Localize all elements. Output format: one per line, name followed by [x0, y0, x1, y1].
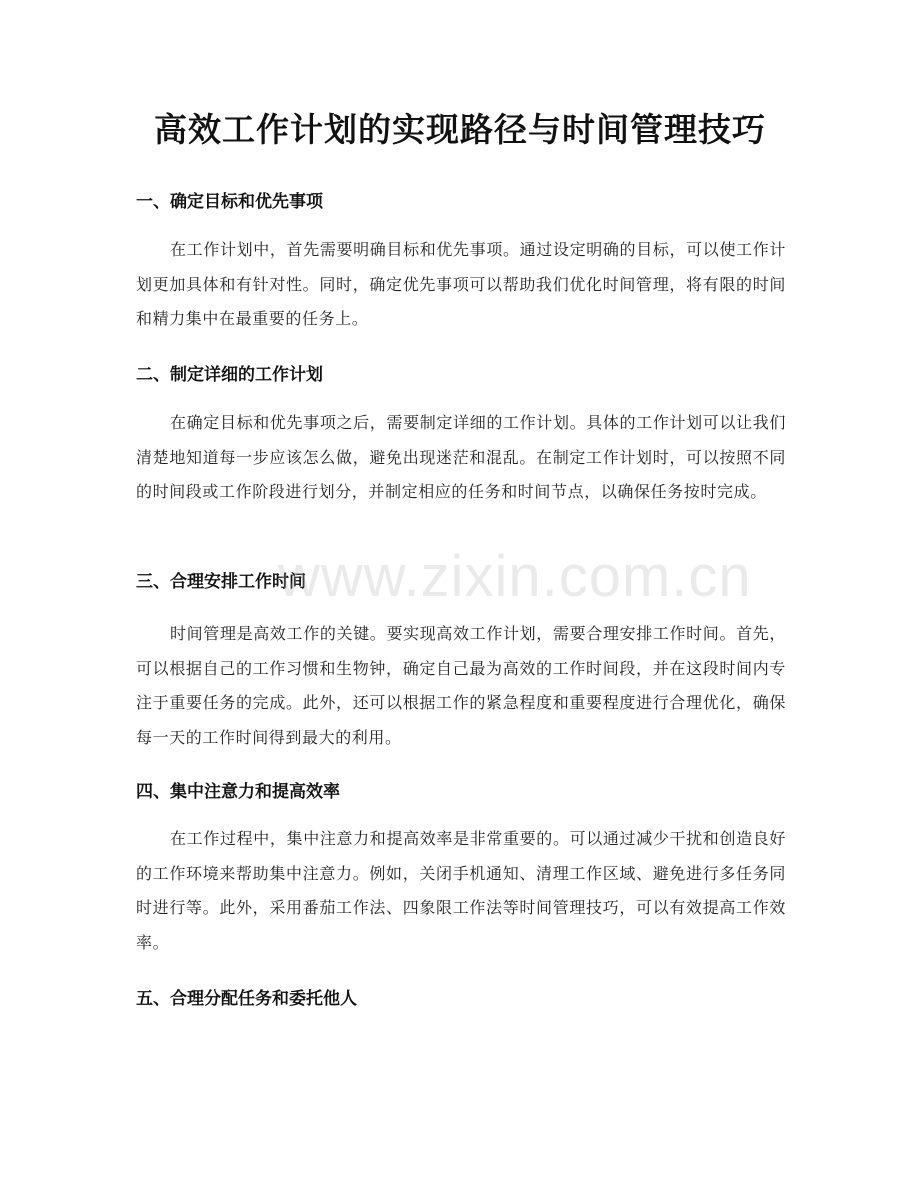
section-paragraph-1: 在工作计划中，首先需要明确目标和优先事项。通过设定明确的目标，可以使工作计划更加具体和有针对性。同时，确定优先事项可以帮助我们优化时间管理，将有限的时间和精力集中在最重要的任务上。	[136, 240, 786, 328]
document-title: 高效工作计划的实现路径与时间管理技巧	[154, 110, 766, 149]
section-heading-2: 二、制定详细的工作计划	[136, 365, 323, 385]
section-heading-4: 四、集中注意力和提高效率	[136, 782, 340, 802]
section-paragraph-3: 时间管理是高效工作的关键。要实现高效工作计划，需要合理安排工作时间。首先，可以根据自己的工作习惯和生物钟，确定自己最为高效的工作时间段，并在这段时间内专注于重要任务的完成。此外，还可以根据工作的紧急程度和重要程度进行合理优化，确保每一天的工作时间得到最大的利用。	[136, 624, 786, 747]
watermark: www.zixin.com.cn	[278, 544, 752, 609]
section-heading-3: 三、合理安排工作时间	[136, 572, 306, 592]
section-paragraph-2: 在确定目标和优先事项之后，需要制定详细的工作计划。具体的工作计划可以让我们清楚地知道每一步应该怎么做，避免出现迷茫和混乱。在制定工作计划时，可以按照不同的时间段或工作阶段进行划分，并制定相应的任务和时间节点，以确保任务按时完成。	[136, 413, 786, 501]
section-heading-5: 五、合理分配任务和委托他人	[136, 989, 357, 1009]
section-paragraph-4: 在工作过程中，集中注意力和提高效率是非常重要的。可以通过减少干扰和创造良好的工作环境来帮助集中注意力。例如，关闭手机通知、清理工作区域、避免进行多任务同时进行等。此外，采用番茄工作法、四象限工作法等时间管理技巧，可以有效提高工作效率。	[136, 829, 786, 952]
section-heading-1: 一、确定目标和优先事项	[136, 192, 323, 212]
